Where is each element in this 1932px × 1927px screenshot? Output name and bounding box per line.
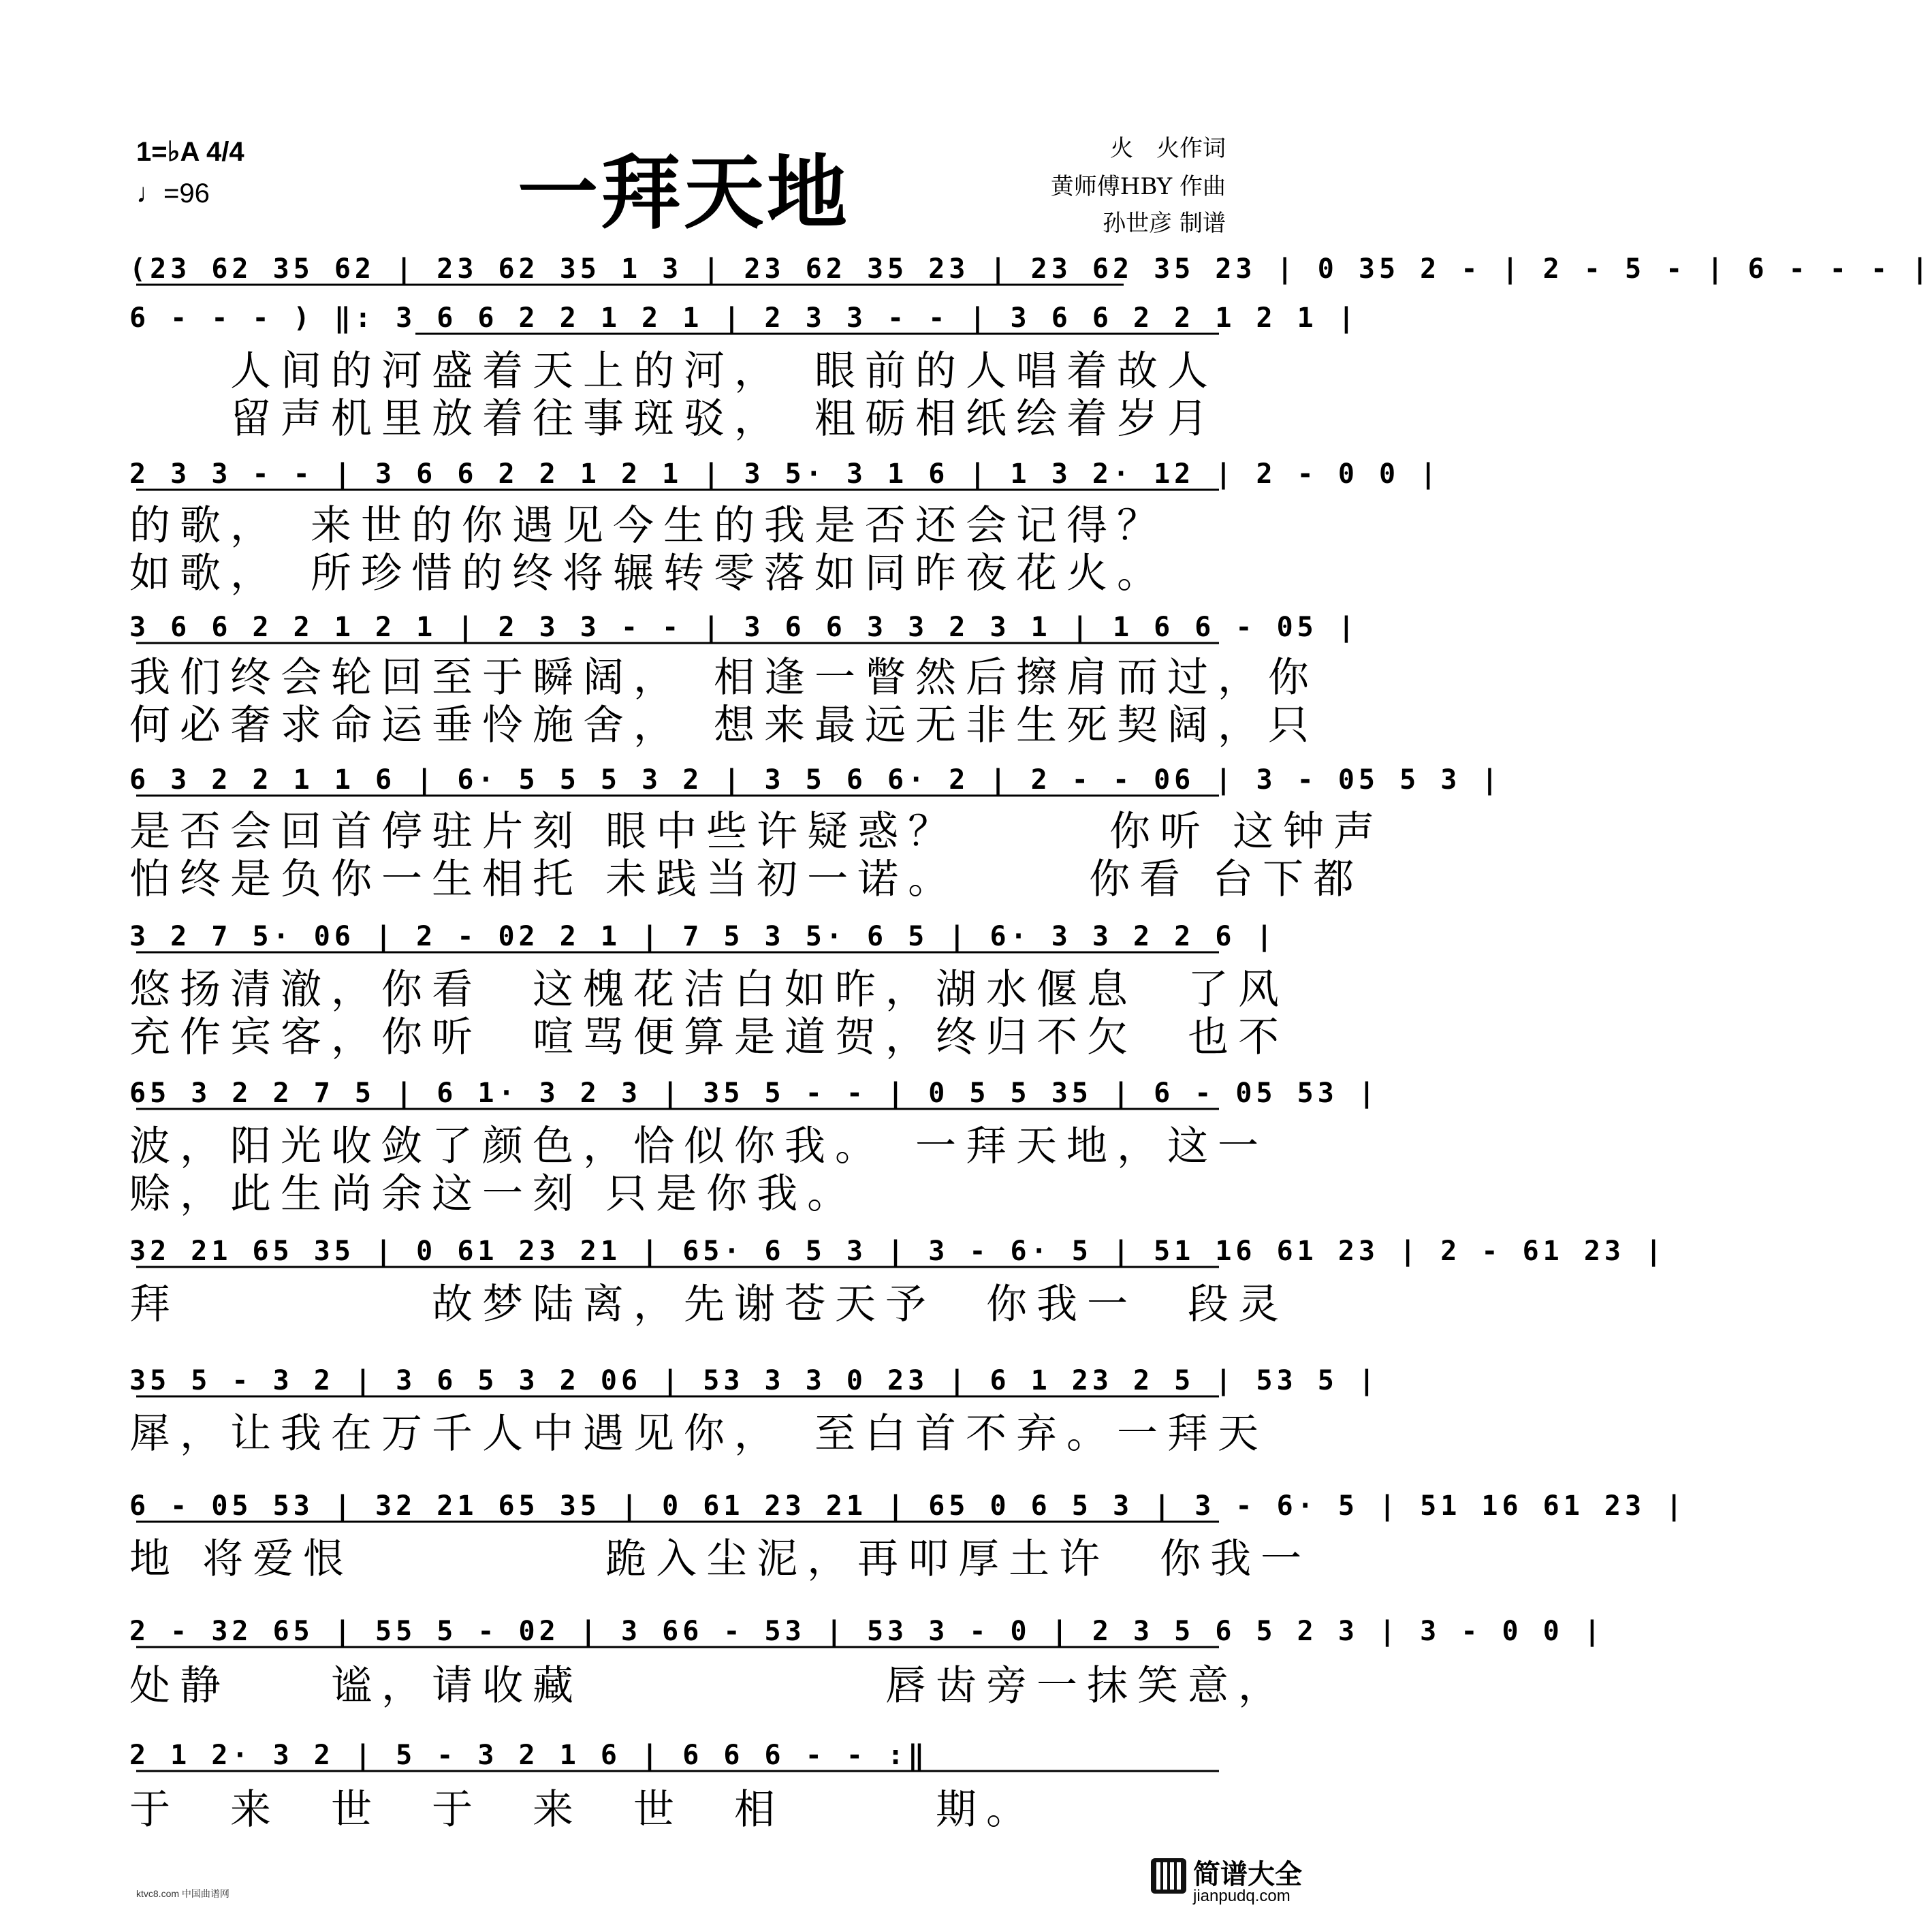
notation-line: 6 3 2 2 1 1 6 | 6· 5 5 5 3 2 | 3 5 6 6· 2 | 2 - - 06 | 3 - 05 5 3 | [129, 764, 1502, 796]
notation-row-9 [129, 1360, 1380, 1402]
page-title: 一拜天地 [518, 146, 851, 240]
notation-row-1 [129, 248, 1932, 290]
piano-icon [1151, 1858, 1186, 1894]
lyric-verse-2: 留声机里放着往事斑驳， 粗砺相纸绘着岁月 [129, 395, 1218, 443]
notation-row-4 [129, 606, 1359, 648]
notation-row-12 [129, 1734, 1233, 1776]
tempo-marking: ♩=96 [136, 178, 210, 208]
composer-credit: 黄师傅HBY 作曲 [1050, 173, 1226, 200]
lyric-verse-2: 如歌， 所珍惜的终将辗转零落如同昨夜花火。 [129, 550, 1167, 597]
notation-row-10 [129, 1485, 1687, 1527]
notation-line: 65 3 2 2 7 5 | 6 1· 3 2 3 | 35 5 - - | 0 5 5 35 | 6 - 05 53 | [129, 1078, 1380, 1109]
notation-row-8 [129, 1230, 1666, 1272]
notation-row-11 [129, 1610, 1604, 1652]
lyric-line: 犀，让我在万千人中遇见你， 至白首不弃。一拜天 [129, 1410, 1268, 1458]
lyric-verse-1: 是否会回首停驻片刻 眼中些许疑惑？ 你听 这钟声 [129, 808, 1384, 856]
notation-line: 35 5 - 3 2 | 3 6 5 3 2 06 | 53 3 3 0 23 | 6 1 23 2 5 | 53 5 | [129, 1365, 1380, 1396]
lyric-line: 处静 谧，请收藏 唇齿旁一抹笑意， [129, 1662, 1288, 1710]
lyric-verse-1: 波，阳光收敛了颜色，恰似你我。 一拜天地，这一 [129, 1123, 1268, 1170]
lyric-verse-1: 悠扬清澈，你看 这槐花洁白如昨，湖水偃息 了风 [129, 966, 1288, 1014]
arranger-credit: 孙世彦 制谱 [1103, 210, 1226, 237]
notation-line: 3 2 7 5· 06 | 2 - 02 2 1 | 7 5 3 5· 6 5 | 6· 3 3 2 2 6 | [129, 921, 1277, 952]
lyric-verse-2: 怕终是负你一生相托 未践当初一诺。 你看 台下都 [129, 856, 1364, 903]
lyric-verse-1: 人间的河盛着天上的河， 眼前的人唱着故人 [129, 347, 1218, 395]
notation-row-3 [129, 453, 1441, 495]
source-watermark: ktvc8.com 中国曲谱网 [136, 1888, 229, 1899]
key-signature: 1=♭A 4/4 [136, 137, 244, 167]
notation-line: 3 6 6 2 2 1 2 1 | 2 3 3 - - | 3 6 6 3 3 2 3 1 | 1 6 6 - 05 | [129, 612, 1359, 643]
notation-row-5 [129, 759, 1502, 801]
notation-line: 32 21 65 35 | 0 61 23 21 | 65· 6 5 3 | 3 - 6· 5 | 51 16 61 23 | 2 - 61 23 | [129, 1236, 1666, 1267]
lyric-verse-2: 充作宾客，你听 喧骂便算是道贺，终归不欠 也不 [129, 1014, 1288, 1061]
notation-line: 2 - 32 65 | 55 5 - 02 | 3 66 - 53 | 53 3 - 0 | 2 3 5 6 5 2 3 | 3 - 0 0 | [129, 1616, 1604, 1647]
lyric-line: 于 来 世 于 来 世 相 期。 [129, 1786, 1036, 1834]
lyric-verse-2: 赊，此生尚余这一刻 只是你我。 [129, 1170, 858, 1218]
notation-line: 2 3 3 - - | 3 6 6 2 2 1 2 1 | 3 5· 3 1 6 | 1 3 2· 12 | 2 - 0 0 | [129, 458, 1441, 490]
notation-line: 6 - - - ) ‖: 3 6 6 2 2 1 2 1 | 2 3 3 - - | 3 6 6 2 2 1 2 1 | [129, 302, 1359, 334]
notation-line: 2 1 2· 3 2 | 5 - 3 2 1 6 | 6 6 6 - - :‖ [129, 1740, 929, 1771]
lyric-verse-1: 我们终会轮回至于瞬阔， 相逢一瞥然后擦肩而过，你 [129, 654, 1318, 702]
notation-line: 6 - 05 53 | 32 21 65 35 | 0 61 23 21 | 65 0 6 5 3 | 3 - 6· 5 | 51 16 61 23 | [129, 1490, 1687, 1522]
lyric-line: 地 将爱恨 跪入尘泥，再叩厚土许 你我一 [129, 1535, 1312, 1583]
lyric-line: 拜 故梦陆离，先谢苍天予 你我一 段灵 [129, 1281, 1288, 1328]
lyricist-credit: 火 火作词 [1110, 135, 1226, 162]
logo-name: 简谱大全 [1193, 1859, 1302, 1890]
logo-url: jianpudq.com [1193, 1887, 1290, 1905]
lyric-verse-2: 何必奢求命运垂怜施舍， 想来最远无非生死契阔，只 [129, 702, 1318, 749]
notation-row-7 [129, 1072, 1380, 1114]
notation-line: (23 62 35 62 | 23 62 35 1 3 | 23 62 35 23 | 23 62 35 23 | 0 35 2 - | 2 - 5 - | 6 - - - | [129, 253, 1932, 285]
notation-row-6 [129, 915, 1277, 958]
site-logo[interactable] [1151, 1853, 1355, 1914]
notation-row-2 [129, 297, 1359, 339]
lyric-verse-1: 的歌， 来世的你遇见今生的我是否还会记得？ [129, 502, 1167, 550]
